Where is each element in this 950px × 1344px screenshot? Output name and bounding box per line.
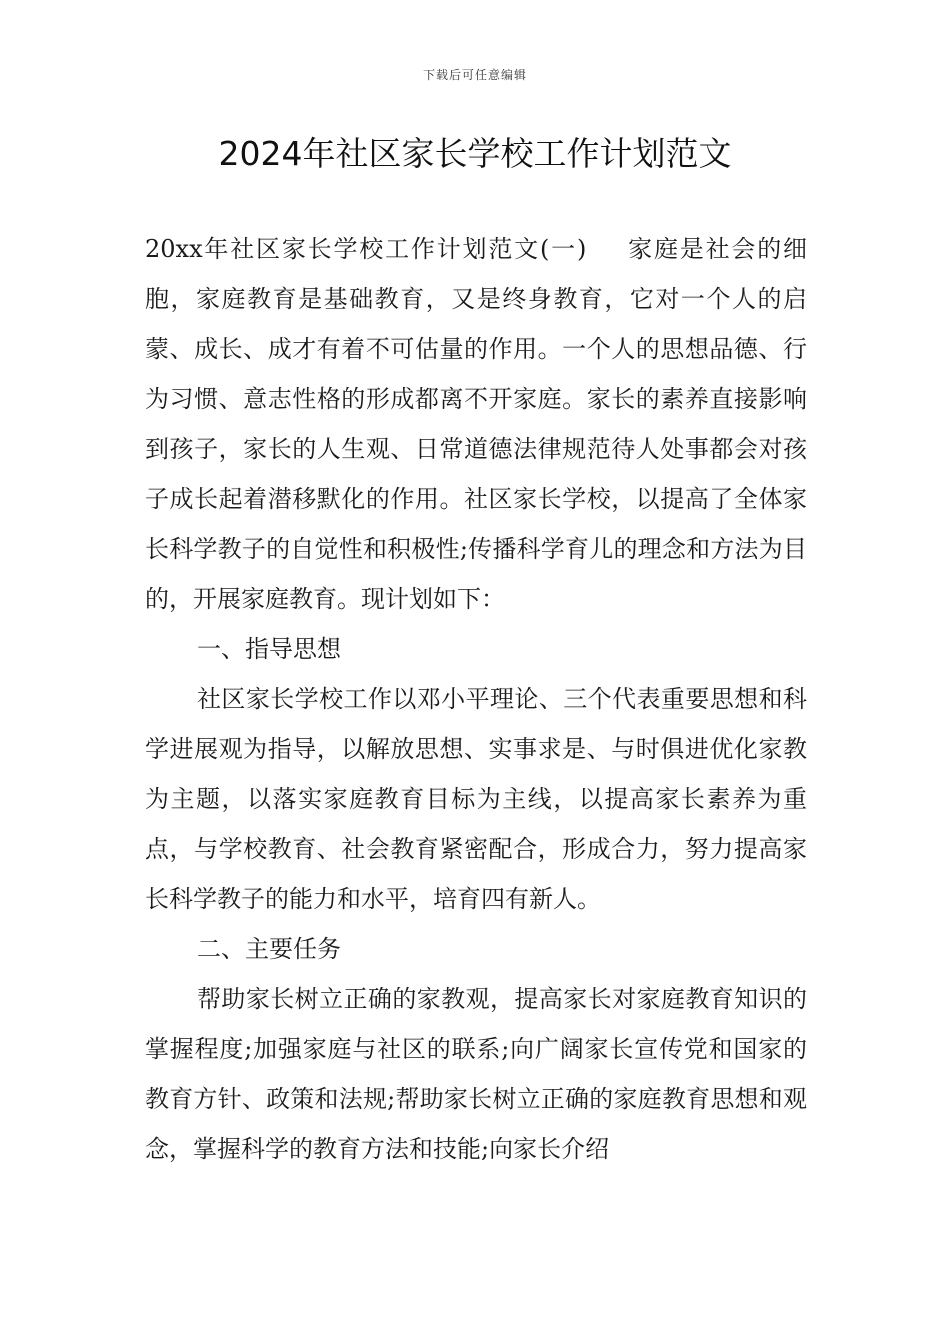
section-heading-main-tasks: 二、主要任务 [197,935,341,963]
section-heading-guiding-thought: 一、指导思想 [197,635,341,663]
document-title: 2024年社区家长学校工作计划范文 [218,134,732,173]
intro-paragraph [145,224,807,624]
document-body [145,224,807,1174]
intro-text: 家庭是社会的细胞，家庭教育是基础教育，又是终身教育，它对一个人的启蒙、成长、成才有着不可估量的作用。一个人的思想品德、行为习惯、意志性格的形成都离不开家庭。家长的素养直接影响到孩子，家长的人生观、日常道德法律规范待人处事都会对孩子成长起着潜移默化的作用。社区家长学校，以提高了全体家长科学教子的自觉性和积极性;传播科学育儿的理念和方法为目的，开展家庭教育。现计划如下： [145,235,808,613]
section-paragraph-main-tasks: 帮助家长树立正确的家教观，提高家长对家庭教育知识的掌握程度;加强家庭与社区的联系;向广阔家长宣传党和国家的教育方针、政策和法规;帮助家长树立正确的家庭教育思想和观念，掌握科学的教育方法和技能;向家长介绍 [145,985,807,1163]
section-paragraph-guiding-thought: 社区家长学校工作以邓小平理论、三个代表重要思想和科学进展观为指导，以解放思想、实事求是、与时俱进优化家教为主题，以落实家庭教育目标为主线，以提高家长素养为重点，与学校教育、社会教育紧密配合，形成合力，努力提高家长科学教子的能力和水平，培育四有新人。 [145,685,807,913]
intro-lead: 20xx年社区家长学校工作计划范文(一) [145,235,587,263]
header-note: 下载后可任意编辑 [422,68,527,82]
